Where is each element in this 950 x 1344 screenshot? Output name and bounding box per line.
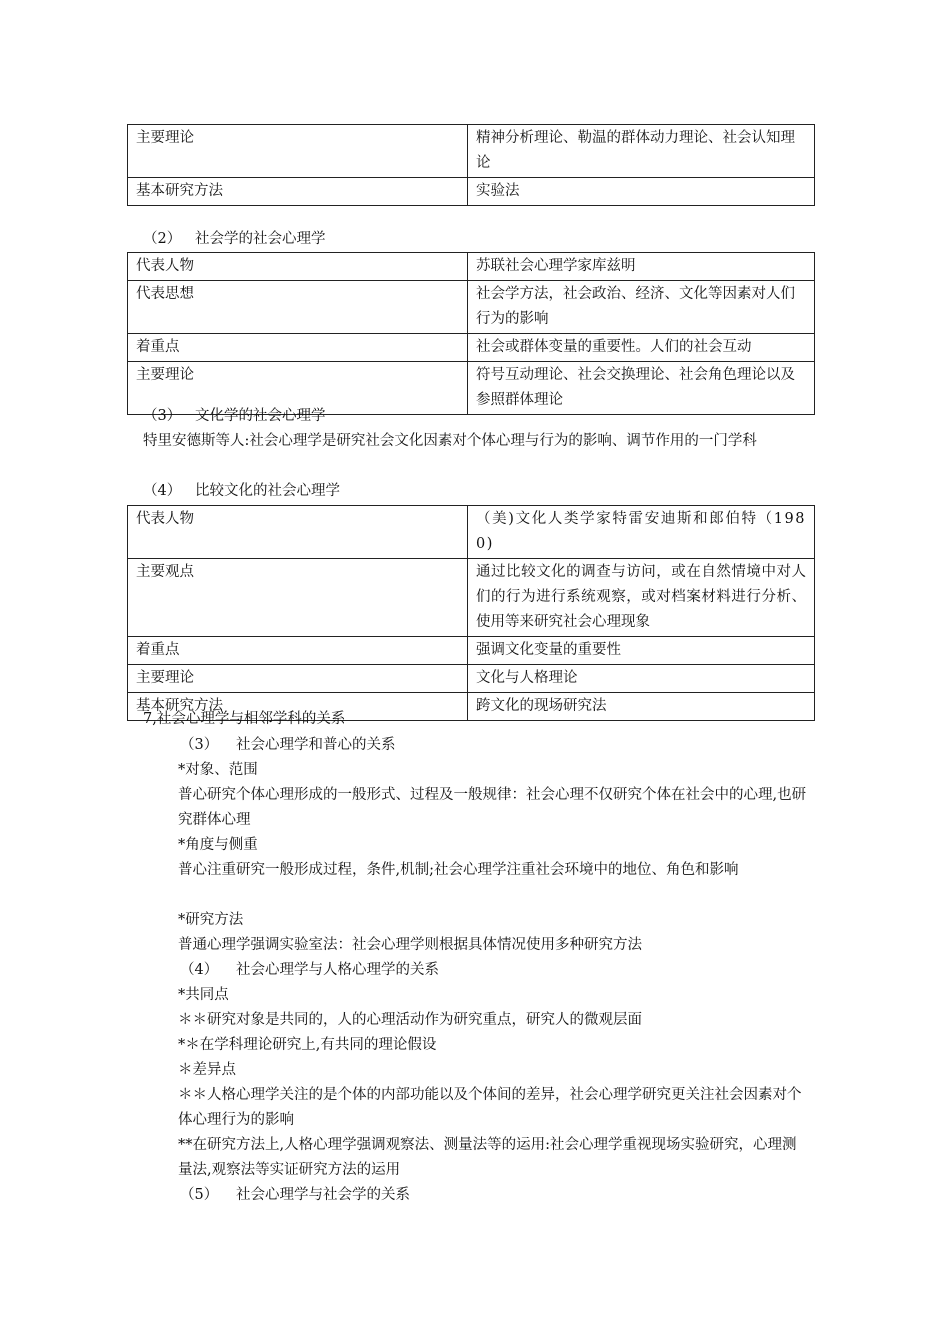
paragraph: 普心注重研究一般形成过程，条件,机制;社会心理学注重社会环境中的地位、角色和影响 [178,862,739,878]
table-cell: 代表思想 [128,281,468,334]
table-cell: 基本研究方法 [128,693,468,721]
section-number: （4） [143,483,182,499]
table-cell: 着重点 [128,334,468,362]
table-cell: 社会或群体变量的重要性。人们的社会互动 [468,334,815,362]
table-cell: 主要理论 [128,125,468,178]
table-cell: 通过比较文化的调查与访问，或在自然情境中对人们的行为进行系统观察，或对档案材料进行分析、使用等来研究社会心理现象 [468,559,815,637]
section-title: 社会心理学与人格心理学的关系 [236,962,439,978]
table-cell: 苏联社会心理学家库兹明 [468,253,815,281]
paragraph: **在研究方法上,人格心理学强调观察法、测量法等的运用:社会心理学重视现场实验研究，心理测量法,观察法等实证研究方法的运用 [178,1137,797,1178]
section-title: 比较文化的社会心理学 [195,483,340,499]
paragraph: 普通心理学强调实验室法：社会心理学则根据具体情况使用多种研究方法 [178,937,642,953]
table-row [128,178,815,206]
table-row [128,334,815,362]
table-cell: 精神分析理论、勒温的群体动力理论、社会认知理论 [468,125,815,178]
table-3 [127,505,815,721]
table-cell: 符号互动理论、社会交换理论、社会角色理论以及参照群体理论 [468,362,815,415]
table-cell: 强调文化变量的重要性 [468,637,815,665]
table-row [128,125,815,178]
section-number: （4） [180,962,219,978]
table-cell: （美)文化人类学家特雷安迪斯和郎伯特（198 0) [468,506,815,559]
paragraph: *共同点 [178,987,229,1003]
table-row [128,637,815,665]
table-cell: 跨文化的现场研究法 [468,693,815,721]
table-row [128,506,815,559]
paragraph: ＊差异点 [178,1062,236,1078]
section-title: 社会学的社会心理学 [195,231,326,247]
section-number: （2） [143,231,182,247]
table-2 [127,252,815,415]
section-number: （3） [180,737,219,753]
section-heading-2 [143,227,326,252]
paragraph: ＊＊研究对象是共同的，人的心理活动作为研究重点，研究人的微观层面 [178,1012,642,1028]
table-cell: 主要理论 [128,362,468,415]
section-number: （5） [180,1187,219,1203]
subsection-heading [180,733,812,758]
paragraph: ＊＊人格心理学关注的是个体的内部功能以及个体间的差异，社会心理学研究更关注社会因素对个体心理行为的影响 [178,1087,802,1128]
table-1 [127,124,815,206]
section-title: 社会心理学和普心的关系 [236,737,396,753]
subsection-heading [180,958,812,983]
subsection-heading [180,1183,812,1208]
paragraph: *角度与侧重 [178,837,258,853]
table-cell: 主要理论 [128,665,468,693]
table-cell: 基本研究方法 [128,178,468,206]
section-number: （3） [143,408,182,424]
table-cell: 代表人物 [128,253,468,281]
table-cell: 主要观点 [128,559,468,637]
table-cell: 文化与人格理论 [468,665,815,693]
section-title: 社会心理学与社会学的关系 [236,1187,410,1203]
section-7-heading: 7,社会心理学与相邻学科的关系 [143,711,346,727]
paragraph: *对象、范围 [178,762,258,778]
paragraph: *研究方法 [178,912,244,928]
paragraph: 普心研究个体心理形成的一般形式、过程及一般规律：社会心理不仅研究个体在社会中的心理,也研究群体心理 [178,787,807,828]
table-cell: 实验法 [468,178,815,206]
table-row [128,253,815,281]
section-3-text: 特里安德斯等人:社会心理学是研究社会文化因素对个体心理与行为的影响、调节作用的一门学科 [143,433,757,449]
table-cell: 着重点 [128,637,468,665]
table-row [128,665,815,693]
table-row [128,559,815,637]
section-heading-3 [143,404,326,429]
table-row [128,281,815,334]
table-cell: 社会学方法，社会政治、经济、文化等因素对人们行为的影响 [468,281,815,334]
table-cell: 代表人物 [128,506,468,559]
section-heading-4 [143,479,340,504]
section-title: 文化学的社会心理学 [195,408,326,424]
paragraph: *＊在学科理论研究上,有共同的理论假设 [178,1037,437,1053]
